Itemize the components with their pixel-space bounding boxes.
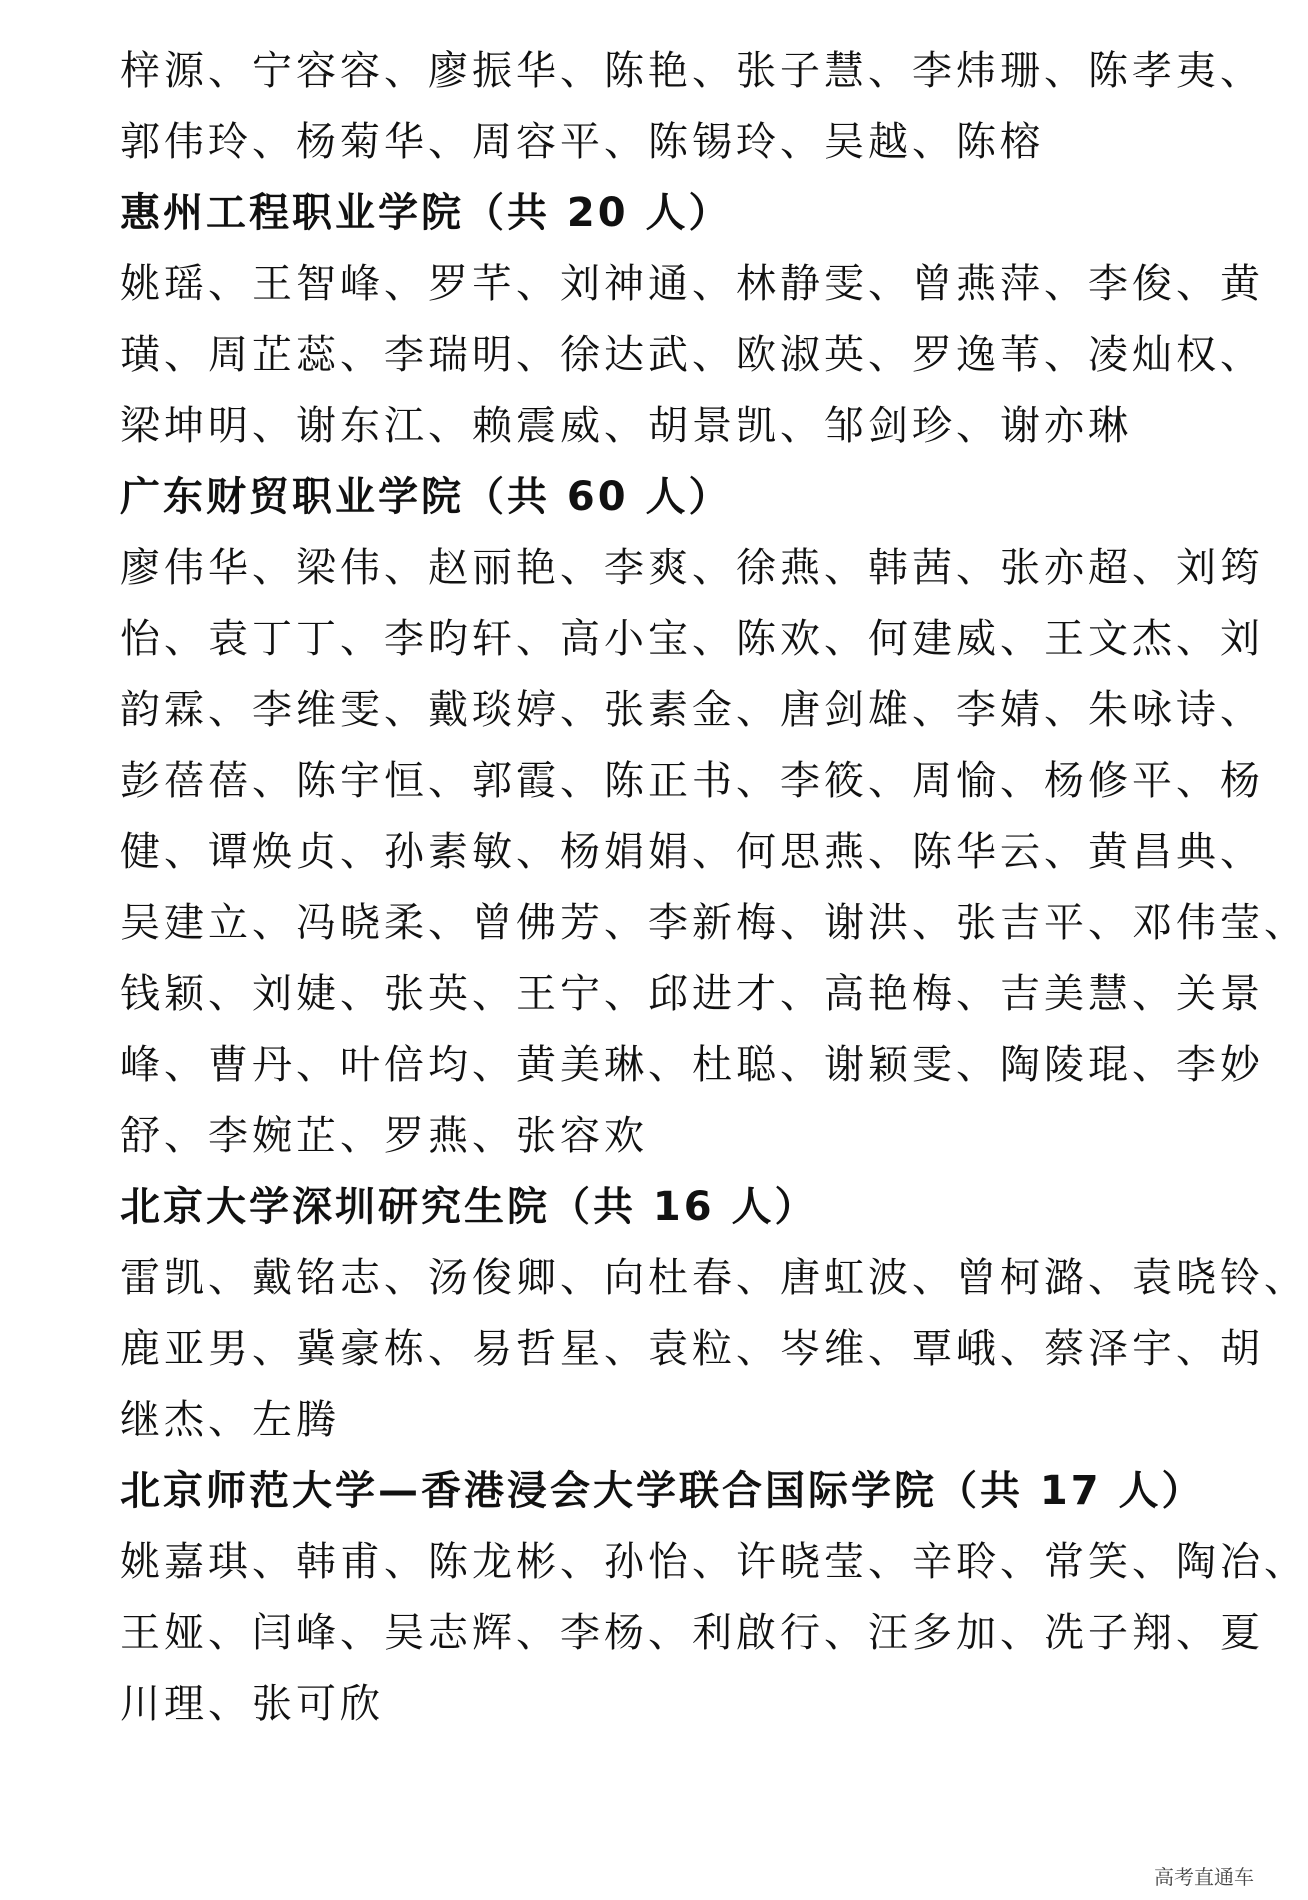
section-heading: 广东财贸职业学院（共 60 人） [120, 474, 732, 520]
name-list-line: 姚瑶、王智峰、罗芊、刘神通、林静雯、曾燕萍、李俊、黄 [120, 261, 1264, 307]
document-body [120, 36, 1308, 1740]
name-list-line: 雷凯、戴铭志、汤俊卿、向杜春、唐虹波、曾柯潞、袁晓铃、 [120, 1255, 1308, 1301]
name-list-line: 怡、袁丁丁、李昀轩、高小宝、陈欢、何建威、王文杰、刘 [120, 616, 1264, 662]
watermark-text: 高考直通车 [1154, 1865, 1254, 1889]
name-list-line: 钱颖、刘婕、张英、王宁、邱进才、高艳梅、吉美慧、关景 [120, 971, 1264, 1017]
section-heading: 北京师范大学—香港浸会大学联合国际学院（共 17 人） [120, 1468, 1205, 1514]
name-list-line: 舒、李婉芷、罗燕、张容欢 [120, 1113, 648, 1159]
name-list-line: 鹿亚男、冀豪栋、易哲星、袁粒、岑维、覃峨、蔡泽宇、胡 [120, 1326, 1264, 1372]
name-list-line: 姚嘉琪、韩甫、陈龙彬、孙怡、许晓莹、辛聆、常笑、陶冶、 [120, 1539, 1308, 1585]
name-list-line: 健、谭焕贞、孙素敏、杨娟娟、何思燕、陈华云、黄昌典、 [120, 829, 1264, 875]
section-heading: 惠州工程职业学院（共 20 人） [120, 190, 732, 236]
name-list-line: 廖伟华、梁伟、赵丽艳、李爽、徐燕、韩茜、张亦超、刘筠 [120, 545, 1264, 591]
name-list-line: 梁坤明、谢东江、赖震威、胡景凯、邹剑珍、谢亦琳 [120, 403, 1132, 449]
name-list-line: 郭伟玲、杨菊华、周容平、陈锡玲、吴越、陈榕 [120, 119, 1044, 165]
name-list-line: 梓源、宁容容、廖振华、陈艳、张子慧、李炜珊、陈孝夷、 [120, 48, 1264, 94]
name-list-line: 彭蓓蓓、陈宇恒、郭霞、陈正书、李筱、周愉、杨修平、杨 [120, 758, 1264, 804]
name-list-line: 继杰、左腾 [120, 1397, 340, 1443]
name-list-line: 璜、周芷蕊、李瑞明、徐达武、欧淑英、罗逸苇、凌灿权、 [120, 332, 1264, 378]
name-list-line: 韵霖、李维雯、戴琰婷、张素金、唐剑雄、李婧、朱咏诗、 [120, 687, 1264, 733]
name-list-line: 王娅、闫峰、吴志辉、李杨、利啟行、汪多加、冼子翔、夏 [120, 1610, 1264, 1656]
section-heading: 北京大学深圳研究生院（共 16 人） [120, 1184, 818, 1230]
name-list-line: 吴建立、冯晓柔、曾佛芳、李新梅、谢洪、张吉平、邓伟莹、 [120, 900, 1308, 946]
name-list-line: 川理、张可欣 [120, 1681, 384, 1727]
name-list-line: 峰、曹丹、叶倍均、黄美琳、杜聪、谢颖雯、陶陵琨、李妙 [120, 1042, 1264, 1088]
document-page [120, 36, 1308, 1740]
